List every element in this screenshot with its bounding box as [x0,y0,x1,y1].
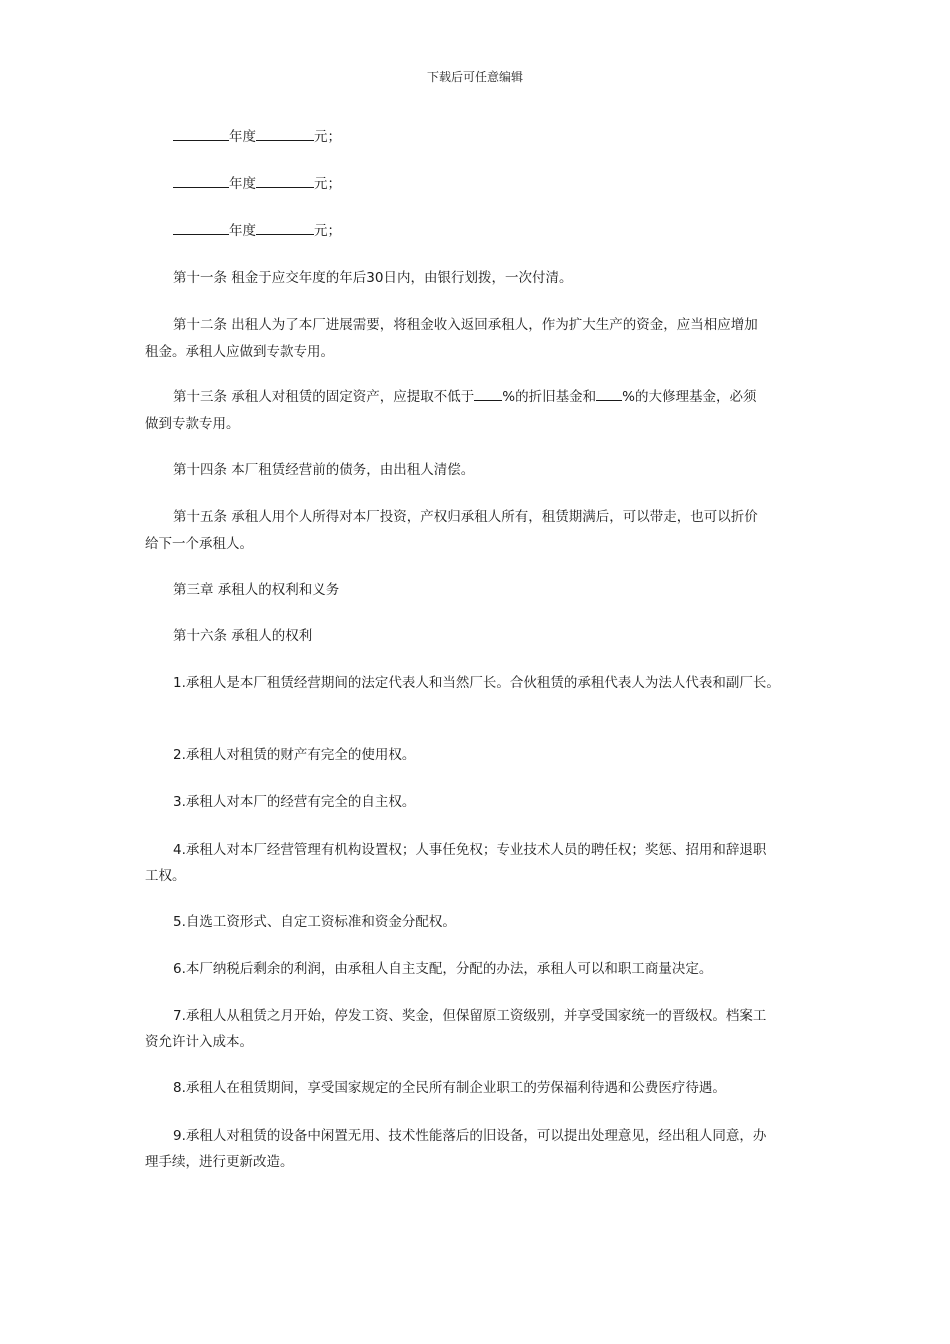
blank-amount [256,125,314,141]
year-label: 年度 [229,176,256,192]
unit-label: 元； [314,129,341,145]
article-13-text-b: %的折旧基金和 [502,389,597,405]
year-line-1 [145,124,825,151]
article-15-line-1: 第十五条 承租人用个人所得对本厂投资，产权归承租人所有，租赁期满后，可以带走，也可以折价 [173,509,758,525]
right-item-4-line-2: 工权。 [145,868,186,884]
article-12-line-2: 租金。承租人应做到专款专用。 [145,344,334,360]
right-item-5: 5.自选工资形式、自定工资标准和资金分配权。 [173,914,456,930]
right-item-9-line-1: 9.承租人对租赁的设备中闲置无用、技术性能落后的旧设备，可以提出处理意见，经出租人同意，办 [173,1128,767,1144]
year-label: 年度 [229,129,256,145]
blank-depreciation-percent [474,385,502,401]
unit-label: 元； [314,223,341,239]
unit-label: 元； [314,176,341,192]
right-item-7-line-2: 资允许计入成本。 [145,1034,253,1050]
article-13-text-c: %的大修理基金，必须 [622,389,757,405]
right-item-2: 2.承租人对租赁的财产有完全的使用权。 [173,747,416,763]
article-15-line-2: 给下一个承租人。 [145,536,253,552]
blank-year [173,172,229,188]
right-item-6: 6.本厂纳税后剩余的利润，由承租人自主支配，分配的办法，承租人可以和职工商量决定。 [173,961,713,977]
year-line-3 [145,218,825,245]
right-item-7-line-1: 7.承租人从租赁之月开始，停发工资、奖金，但保留原工资级别，并享受国家统一的晋级权。档案工 [173,1008,767,1024]
blank-amount [256,219,314,235]
article-11: 第十一条 租金于应交年度的年后30日内，由银行划拨，一次付清。 [173,270,573,286]
right-item-3: 3.承租人对本厂的经营有完全的自主权。 [173,794,416,810]
blank-amount [256,172,314,188]
article-14: 第十四条 本厂租赁经营前的债务，由出租人清偿。 [173,462,475,478]
year-line-2 [145,171,825,198]
blank-year [173,125,229,141]
right-item-9-line-2: 理手续，进行更新改造。 [145,1154,294,1170]
article-13-line-2: 做到专款专用。 [145,416,240,432]
blank-year [173,219,229,235]
blank-repair-percent [596,385,622,401]
right-item-4-line-1: 4.承租人对本厂经营管理有机构设置权；人事任免权；专业技术人员的聘任权；奖惩、招用和辞退职 [173,842,767,858]
year-label: 年度 [229,223,256,239]
page-header: 下载后可任意编辑 [426,70,523,84]
right-item-8: 8.承租人在租赁期间，享受国家规定的全民所有制企业职工的劳保福利待遇和公费医疗待遇。 [173,1080,726,1096]
chapter-3-heading: 第三章 承租人的权利和义务 [173,582,340,598]
article-16-heading: 第十六条 承租人的权利 [173,628,313,644]
article-13-line-1 [145,384,825,411]
article-12-line-1: 第十二条 出租人为了本厂进展需要，将租金收入返回承租人，作为扩大生产的资金，应当相应增加 [173,317,758,333]
right-item-1: 1.承租人是本厂租赁经营期间的法定代表人和当然厂长。合伙租赁的承租代表人为法人代表和副厂长。 [173,675,780,691]
article-13-text-a: 第十三条 承租人对租赁的固定资产，应提取不低于 [173,389,475,405]
